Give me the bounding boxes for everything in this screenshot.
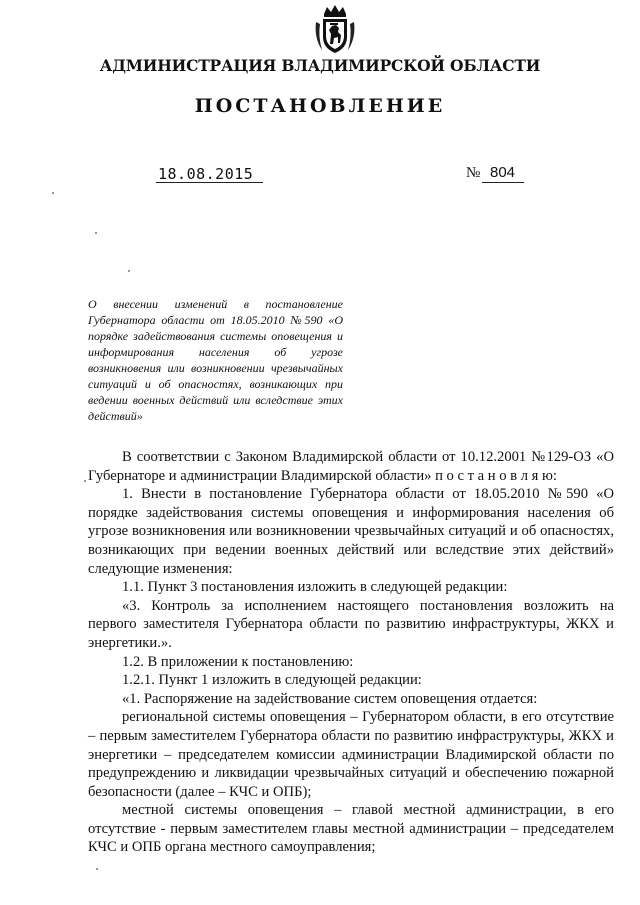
date-underline	[156, 182, 263, 183]
body-paragraph: 1.1. Пункт 3 постановления изложить в следующей редакции:	[122, 579, 508, 596]
body-paragraph: региональной системы оповещения – Губернатором области, в его отсутствие – первым заместителем Губернатора области по развитию инфраструктуры, ЖКХ и энергетики – председателем комиссии администрации Владимирской области по предупреждению и ликвидации чрезвычайных ситуаций и обеспечению пожарной безопасности (далее – КЧС и ОПБ);	[88, 709, 614, 800]
document-body	[88, 448, 614, 857]
body-paragraph: 1.2.1. Пункт 1 изложить в следующей редакции:	[122, 672, 422, 689]
body-paragraph: местной системы оповещения – главой местной администрации, в его отсутствие - первым заместителем главы местной администрации – председателем КЧС и ОПБ органа местного самоуправления;	[88, 802, 614, 856]
body-paragraph: 1.2. В приложении к постановлению:	[122, 653, 354, 670]
document-date: 18.08.2015	[158, 165, 254, 183]
body-paragraph: 1. Внести в постановление Губернатора области от 18.05.2010 №590 «О порядке задействования системы оповещения и информирования населения об угрозе возникновения или возникновении чрезвычайных ситуаций и об опасностях, возникающих при ведении военных действий или вследствие этих действий» следующие изменения:	[88, 486, 614, 577]
number-underline	[482, 182, 524, 183]
document-number: 804	[490, 164, 516, 181]
coat-of-arms-icon	[312, 4, 358, 56]
body-paragraph: «3. Контроль за исполнением настоящего постановления возложить на первого заместителя Губернатора области по развитию инфраструктуры, ЖКХ и энергетики.».	[88, 597, 614, 651]
document-subject: О внесении изменений в постановление Губернатора области от 18.05.2010 №590 «О порядке задействования системы оповещения и информирования населения об угрозе возникновения или возникновении чрезвычайных ситуаций и об опасностях, возникающих при ведении военных действий или вследствие этих действий»	[88, 297, 343, 423]
body-paragraph: В соответствии с Законом Владимирской области от 10.12.2001 №129-ОЗ «О Губернаторе и администрации Владимирской области» п о с т а н о в л я ю:	[88, 449, 614, 484]
number-sign: №	[466, 165, 481, 181]
document-type-title: ПОСТАНОВЛЕНИЕ	[194, 95, 446, 117]
organization-name: АДМИНИСТРАЦИЯ ВЛАДИМИРСКОЙ ОБЛАСТИ	[99, 56, 541, 75]
body-paragraph: «1. Распоряжение на задействование систем оповещения отдается:	[122, 690, 538, 707]
